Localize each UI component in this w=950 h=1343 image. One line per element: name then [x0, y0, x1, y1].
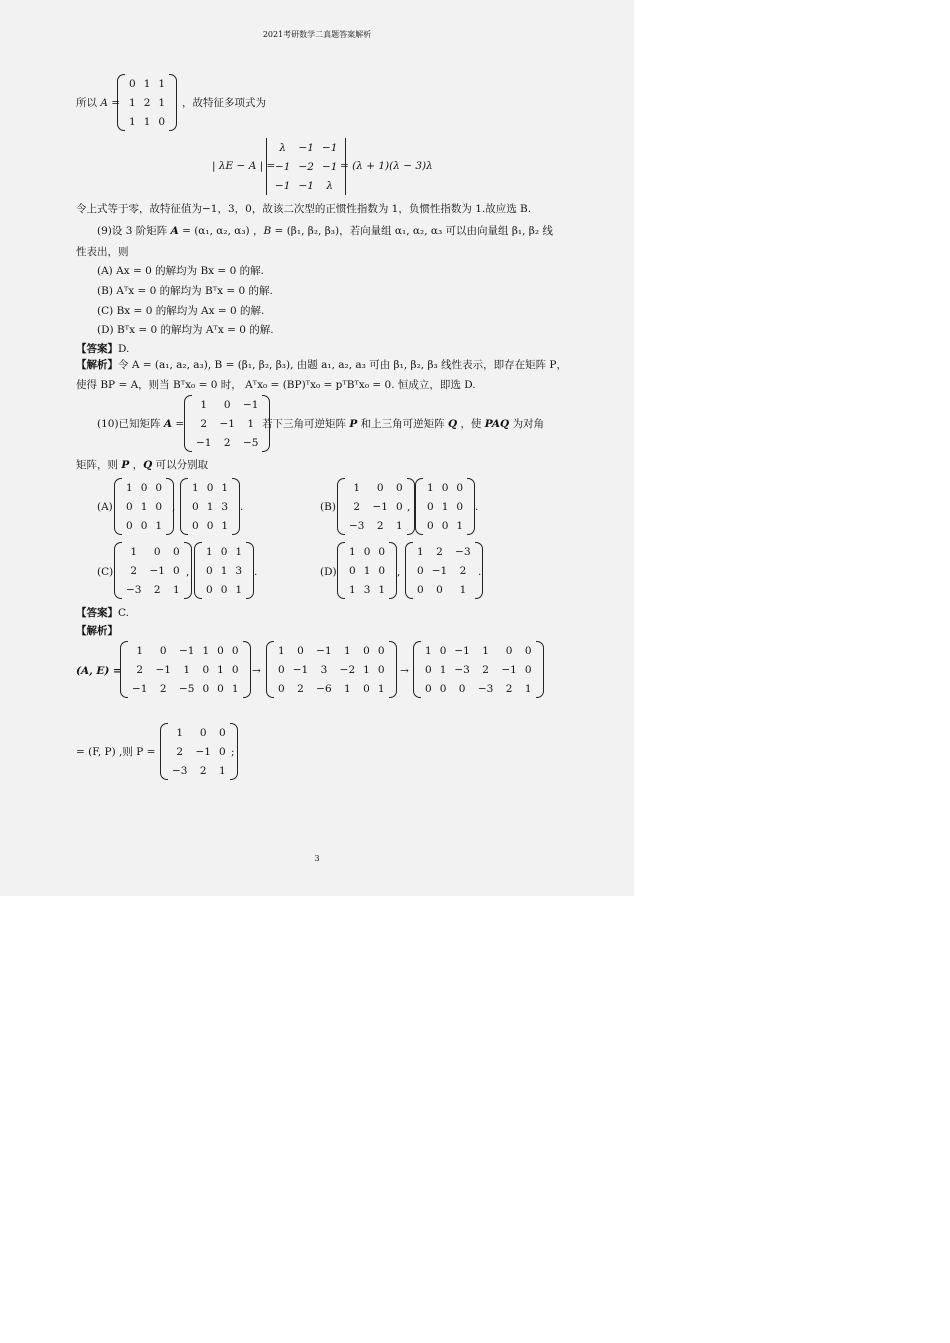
matrix-row — [128, 679, 243, 698]
matrix-row — [188, 516, 232, 535]
left-paren — [120, 641, 128, 698]
matrix-cell: 0 — [436, 583, 443, 596]
matrix-cell: 1 — [425, 644, 432, 657]
q10-option-a-matrix2 — [180, 478, 240, 535]
left-paren — [184, 395, 192, 452]
matrix-cell: 1 — [395, 519, 403, 532]
matrix-cell: −1 — [431, 564, 448, 577]
page-number: 3 — [314, 854, 320, 863]
matrix-row — [128, 660, 243, 679]
matrix-cell: 0 — [297, 644, 304, 657]
matrix-cell: −1 — [195, 745, 211, 758]
matrix-cell: 2 — [200, 417, 208, 430]
right-paren — [169, 74, 177, 131]
matrix-cell: 1 — [172, 583, 180, 596]
matrix-body — [345, 542, 389, 599]
q9-line1: (9)设 3 阶矩阵 A = (α₁, α₂, α₃) ，B = (β₁, β₂, β₃)，若向量组 α₁, α₂, α₃ 可以由向量组 β₁, β₂ 线 — [97, 225, 553, 237]
matrix-cell: −5 — [242, 436, 259, 449]
matrix-cell: 0 — [223, 398, 231, 411]
left-paren — [117, 74, 125, 131]
matrix-cell: −1 — [372, 500, 388, 513]
matrix-row — [125, 112, 169, 131]
comma: , — [407, 501, 411, 513]
matrix-cell: 0 — [441, 519, 449, 532]
q9-option-c: (C) Bx = 0 的解均为 Ax = 0 的解. — [97, 305, 265, 317]
matrix-cell: −1 — [178, 644, 195, 657]
matrix-cell: 0 — [378, 564, 386, 577]
matrix-row — [413, 542, 475, 561]
document-page — [0, 0, 634, 896]
matrix-cell: 2 — [459, 564, 467, 577]
matrix-cell: 1 — [363, 564, 371, 577]
matrix-cell: 0 — [425, 663, 432, 676]
det-matrix — [266, 138, 346, 195]
left-paren — [194, 542, 202, 599]
matrix-cell: 1 — [129, 115, 136, 128]
matrix-cell: 0 — [363, 682, 370, 695]
matrix-row — [192, 414, 262, 433]
matrix-cell: −1 — [275, 179, 291, 192]
left-paren — [337, 542, 345, 599]
matrix-cell: 1 — [221, 481, 229, 494]
left-paren — [413, 641, 421, 698]
q10-option-b-matrix2 — [415, 478, 475, 535]
matrix-row — [122, 561, 184, 580]
matrix-body — [271, 138, 341, 195]
matrix-body — [413, 542, 475, 599]
matrix-cell: 0 — [192, 519, 199, 532]
q9-line2: 性表出，则 — [76, 246, 129, 258]
matrix-cell: 1 — [220, 564, 228, 577]
matrix-cell: 0 — [278, 663, 285, 676]
matrix-cell: 0 — [278, 682, 285, 695]
matrix-cell: 0 — [231, 644, 239, 657]
matrix-cell: 1 — [378, 583, 386, 596]
matrix-cell: 3 — [235, 564, 243, 577]
p-suffix: ; — [231, 746, 235, 758]
matrix-body — [274, 641, 389, 698]
q9-analysis-line1: 【解析】令 A = (a₁, a₂, a₃), B = (β₁, β₂, β₃), 由题 a₁, a₂, a₃ 可由 β₁, β₂, β₃ 线性表示，即存在矩阵 P， — [76, 359, 567, 371]
q10-option-b-label: (B) — [320, 501, 336, 513]
matrix-row — [423, 516, 467, 535]
matrix-row — [125, 93, 169, 112]
matrix-row — [202, 580, 246, 599]
matrix-cell: 1 — [417, 545, 424, 558]
matrix-cell: 0 — [129, 77, 136, 90]
q10-suffix: 若下三角可逆矩阵 P 和上三角可逆矩阵 Q ，使 PAQ 为对角 — [262, 418, 545, 430]
matrix-cell: 1 — [353, 481, 361, 494]
matrix-row — [271, 138, 341, 157]
matrix-cell: 3 — [363, 583, 371, 596]
matrix-cell: −1 — [316, 644, 332, 657]
matrix-row — [345, 542, 389, 561]
matrix-cell: 2 — [376, 519, 384, 532]
matrix-cell: −1 — [219, 417, 235, 430]
matrix-cell: 0 — [378, 545, 386, 558]
q10-analysis-tag: 【解析】 — [76, 625, 118, 637]
matrix-cell: 0 — [158, 115, 166, 128]
period: . — [478, 566, 482, 578]
matrix-cell: −1 — [132, 682, 148, 695]
matrix-cell: −3 — [454, 663, 470, 676]
matrix-cell: −3 — [172, 764, 188, 777]
matrix-row — [345, 478, 407, 497]
matrix-cell: 2 — [353, 500, 361, 513]
left-paren — [114, 542, 122, 599]
matrix-cell: 0 — [376, 481, 384, 494]
ae-matrix-3 — [413, 641, 544, 698]
matrix-body — [192, 395, 262, 452]
matrix-row — [128, 641, 243, 660]
matrix-row — [122, 580, 184, 599]
period: . — [240, 501, 244, 513]
matrix-cell: 2 — [136, 663, 144, 676]
matrix-cell: 1 — [235, 545, 243, 558]
matrix-cell: 0 — [377, 663, 385, 676]
matrix-row — [122, 542, 184, 561]
matrix-cell: −3 — [349, 519, 365, 532]
matrix-cell: 3 — [221, 500, 229, 513]
s1-suffix: ，故特征多项式为 — [182, 97, 266, 109]
matrix-cell: 2 — [297, 682, 304, 695]
matrix-cell: −3 — [126, 583, 142, 596]
matrix-cell: 0 — [217, 682, 224, 695]
matrix-cell: 0 — [140, 481, 148, 494]
matrix-cell: 2 — [130, 564, 138, 577]
matrix-row — [168, 723, 230, 742]
matrix-cell: −1 — [275, 160, 291, 173]
matrix-cell: 0 — [159, 644, 167, 657]
matrix-row — [413, 561, 475, 580]
matrix-cell: 1 — [130, 545, 138, 558]
matrix-cell: 0 — [395, 500, 403, 513]
matrix-cell: 1 — [235, 583, 243, 596]
matrix-row — [423, 478, 467, 497]
matrix-cell: 0 — [220, 545, 228, 558]
matrix-cell: 1 — [140, 500, 148, 513]
matrix-row — [192, 433, 262, 452]
matrix-cell: 1 — [155, 519, 163, 532]
matrix-cell: 3 — [320, 663, 328, 676]
q10-prefix: (10)已知矩阵 A = — [97, 418, 185, 430]
matrix-cell: 0 — [524, 644, 532, 657]
left-paren — [180, 478, 188, 535]
right-paren — [232, 478, 240, 535]
matrix-cell: −2 — [339, 663, 356, 676]
matrix-cell: 0 — [218, 726, 226, 739]
left-paren — [160, 723, 168, 780]
matrix-row — [345, 497, 407, 516]
matrix-cell: 0 — [206, 564, 213, 577]
matrix-cell: 1 — [349, 583, 356, 596]
comma: , — [172, 501, 176, 513]
matrix-cell: 0 — [417, 564, 424, 577]
matrix-row — [122, 497, 166, 516]
matrix-row — [274, 641, 389, 660]
comma: , — [186, 566, 190, 578]
q10-option-c-matrix1 — [114, 542, 192, 599]
matrix-cell: −1 — [196, 436, 212, 449]
matrix-cell: −1 — [501, 663, 517, 676]
matrix-row — [271, 176, 341, 195]
left-paren — [415, 478, 423, 535]
matrix-cell: −1 — [155, 663, 171, 676]
matrix-cell: 1 — [456, 519, 464, 532]
matrix-cell: 1 — [143, 77, 151, 90]
matrix-cell: 1 — [482, 644, 489, 657]
matrix-cell: 1 — [158, 96, 166, 109]
det-result: = (λ + 1)(λ − 3)λ — [340, 160, 433, 172]
matrix-cell: 0 — [140, 519, 148, 532]
matrix-cell: 0 — [395, 481, 403, 494]
matrix-cell: 1 — [176, 726, 184, 739]
matrix-cell: 0 — [206, 583, 213, 596]
matrix-cell: 1 — [143, 115, 151, 128]
matrix-cell: 0 — [155, 500, 163, 513]
matrix-body — [122, 478, 166, 535]
matrix-row — [188, 497, 232, 516]
matrix-cell: −1 — [242, 398, 259, 411]
matrix-cell: 0 — [456, 500, 464, 513]
matrix-cell: −3 — [477, 682, 494, 695]
period: . — [475, 501, 479, 513]
matrix-cell: λ — [279, 141, 287, 154]
matrix-row — [421, 660, 536, 679]
matrix-row — [122, 478, 166, 497]
matrix-row — [192, 395, 262, 414]
matrix-row — [168, 761, 230, 780]
matrix-row — [202, 561, 246, 580]
matrix-body — [122, 542, 184, 599]
q10-option-a-label: (A) — [97, 501, 113, 513]
matrix-row — [274, 660, 389, 679]
matrix-cell: −1 — [149, 564, 165, 577]
matrix-cell: λ — [326, 179, 334, 192]
matrix-row — [345, 516, 407, 535]
matrix-row — [125, 74, 169, 93]
matrix-row — [421, 679, 536, 698]
matrix-cell: 0 — [427, 519, 434, 532]
matrix-cell: 0 — [349, 564, 356, 577]
matrix-row — [188, 478, 232, 497]
comma: , — [397, 566, 401, 578]
matrix-cell: 2 — [436, 545, 443, 558]
matrix-cell: 0 — [172, 545, 180, 558]
matrix-cell: 1 — [349, 545, 356, 558]
matrix-cell: 1 — [344, 644, 351, 657]
q9-option-a: (A) Ax = 0 的解均为 Bx = 0 的解. — [97, 265, 264, 277]
matrix-cell: 0 — [458, 682, 466, 695]
page-header: 2021考研数学二真题答案解析 — [262, 30, 372, 39]
matrix-cell: 0 — [126, 519, 133, 532]
matrix-body — [128, 641, 243, 698]
matrix-cell: 1 — [158, 77, 166, 90]
right-paren — [389, 542, 397, 599]
matrix-cell: 1 — [126, 481, 133, 494]
right-paren — [467, 478, 475, 535]
matrix-cell: 1 — [231, 682, 239, 695]
matrix-cell: 0 — [456, 481, 464, 494]
matrix-row — [421, 641, 536, 660]
q10-option-a-matrix1 — [114, 478, 174, 535]
matrix-cell: 1 — [427, 481, 434, 494]
determinant-bar — [266, 138, 267, 195]
matrix-row — [168, 742, 230, 761]
matrix-body — [202, 542, 246, 599]
q10-option-b-matrix1 — [337, 478, 415, 535]
matrix-cell: −1 — [298, 179, 314, 192]
matrix-cell: 1 — [183, 663, 191, 676]
matrix-cell: 0 — [172, 564, 180, 577]
matrix-cell: 1 — [200, 398, 208, 411]
left-paren — [114, 478, 122, 535]
matrix-cell: 1 — [192, 481, 199, 494]
matrix-P — [160, 723, 238, 780]
matrix-cell: 2 — [482, 663, 489, 676]
matrix-body — [421, 641, 536, 698]
matrix-cell: 0 — [126, 500, 133, 513]
matrix-cell: 0 — [192, 500, 199, 513]
matrix-cell: 1 — [218, 764, 226, 777]
q9-option-d: (D) Bᵀx = 0 的解均为 Aᵀx = 0 的解. — [97, 324, 274, 336]
matrix-cell: 0 — [218, 745, 226, 758]
right-paren — [389, 641, 397, 698]
matrix-cell: 2 — [176, 745, 184, 758]
q10-option-c-label: (C) — [97, 566, 114, 578]
right-paren — [243, 641, 251, 698]
q10-line2: 矩阵，则 P ，Q 可以分别取 — [76, 459, 209, 471]
matrix-cell: 1 — [136, 644, 144, 657]
matrix-row — [345, 561, 389, 580]
conclusion-q8: 令上式等于零，故特征值为−1，3，0，故该二次型的正惯性指数为 1，负惯性指数为 1.故应选 B. — [76, 203, 532, 215]
arrow-icon: → — [252, 665, 261, 677]
q10-option-d-label: (D) — [320, 566, 337, 578]
matrix-cell: 0 — [217, 644, 224, 657]
matrix-cell: 2 — [199, 764, 207, 777]
matrix-cell: 1 — [247, 417, 255, 430]
matrix-cell: 1 — [439, 663, 447, 676]
matrix-body — [423, 478, 467, 535]
matrix-cell: −6 — [316, 682, 332, 695]
matrix-cell: 1 — [524, 682, 532, 695]
q10-answer: 【答案】C. — [76, 607, 129, 619]
matrix-cell: −5 — [178, 682, 195, 695]
left-paren — [337, 478, 345, 535]
matrix-cell: 2 — [223, 436, 231, 449]
q10-option-c-matrix2 — [194, 542, 254, 599]
matrix-cell: 1 — [217, 663, 224, 676]
matrix-cell: 0 — [524, 663, 532, 676]
matrix-cell: 0 — [417, 583, 424, 596]
matrix-row — [423, 497, 467, 516]
ae-label: (A, E) = — [76, 665, 122, 677]
matrix-row — [271, 157, 341, 176]
matrix-cell: 0 — [439, 644, 447, 657]
arrow-icon: → — [400, 665, 409, 677]
matrix-cell: 0 — [231, 663, 239, 676]
matrix-cell: 0 — [425, 682, 432, 695]
matrix-row — [122, 516, 166, 535]
matrix-cell: 0 — [206, 519, 214, 532]
matrix-cell: −1 — [321, 141, 338, 154]
matrix-cell: 0 — [441, 481, 449, 494]
matrix-body — [188, 478, 232, 535]
matrix-cell: 1 — [377, 682, 385, 695]
matrix-cell: 1 — [202, 644, 210, 657]
matrix-A-q10 — [184, 395, 270, 452]
matrix-cell: 0 — [153, 545, 161, 558]
matrix-cell: 0 — [206, 481, 214, 494]
ae-matrix-2 — [266, 641, 397, 698]
matrix-cell: 0 — [505, 644, 513, 657]
matrix-cell: −1 — [298, 141, 314, 154]
matrix-cell: 0 — [199, 726, 207, 739]
left-paren — [405, 542, 413, 599]
matrix-cell: 1 — [344, 682, 351, 695]
matrix-cell: 0 — [155, 481, 163, 494]
ae-matrix-1 — [120, 641, 251, 698]
matrix-cell: 1 — [129, 96, 136, 109]
matrix-cell: 2 — [153, 583, 161, 596]
matrix-cell: 0 — [363, 545, 371, 558]
matrix-cell: −1 — [292, 663, 309, 676]
matrix-cell: 0 — [220, 583, 228, 596]
matrix-cell: 0 — [202, 682, 210, 695]
det-label: | λE − A | = — [212, 160, 276, 172]
matrix-body — [125, 74, 169, 131]
q9-answer: 【答案】D. — [76, 343, 130, 355]
matrix-row — [413, 580, 475, 599]
matrix-cell: 1 — [206, 545, 213, 558]
matrix-cell: −3 — [455, 545, 471, 558]
period: . — [254, 566, 258, 578]
matrix-cell: 2 — [505, 682, 513, 695]
matrix-body — [345, 478, 407, 535]
matrix-row — [345, 580, 389, 599]
q10-option-d-matrix2 — [405, 542, 483, 599]
q10-option-d-matrix1 — [337, 542, 397, 599]
fp-label: = (F, P) ,则 P = — [76, 746, 156, 758]
right-paren — [246, 542, 254, 599]
matrix-cell: 1 — [363, 663, 370, 676]
s1-prefix: 所以 A = — [76, 97, 121, 109]
q9-analysis-line2: 使得 BP = A，则当 Bᵀx₀ = 0 时， Aᵀx₀ = (BP)ᵀx₀ = pᵀBᵀx₀ = 0. 恒成立，即选 D. — [76, 379, 476, 391]
left-paren — [266, 641, 274, 698]
matrix-cell: 1 — [441, 500, 449, 513]
matrix-cell: −1 — [321, 160, 338, 173]
matrix-cell: 1 — [278, 644, 285, 657]
matrix-cell: 0 — [202, 663, 210, 676]
matrix-cell: 1 — [206, 500, 214, 513]
matrix-cell: 2 — [159, 682, 167, 695]
matrix-cell: −1 — [454, 644, 470, 657]
matrix-cell: 1 — [221, 519, 229, 532]
matrix-row — [274, 679, 389, 698]
right-paren — [536, 641, 544, 698]
matrix-cell: 0 — [377, 644, 385, 657]
matrix-body — [168, 723, 230, 780]
matrix-cell: 2 — [143, 96, 151, 109]
matrix-cell: −2 — [298, 160, 314, 173]
q9-option-b: (B) Aᵀx = 0 的解均为 Bᵀx = 0 的解. — [97, 285, 273, 297]
matrix-cell: 0 — [439, 682, 447, 695]
matrix-cell: 0 — [427, 500, 434, 513]
matrix-A-s1 — [117, 74, 177, 131]
matrix-cell: 1 — [459, 583, 467, 596]
matrix-row — [202, 542, 246, 561]
matrix-cell: 0 — [363, 644, 370, 657]
